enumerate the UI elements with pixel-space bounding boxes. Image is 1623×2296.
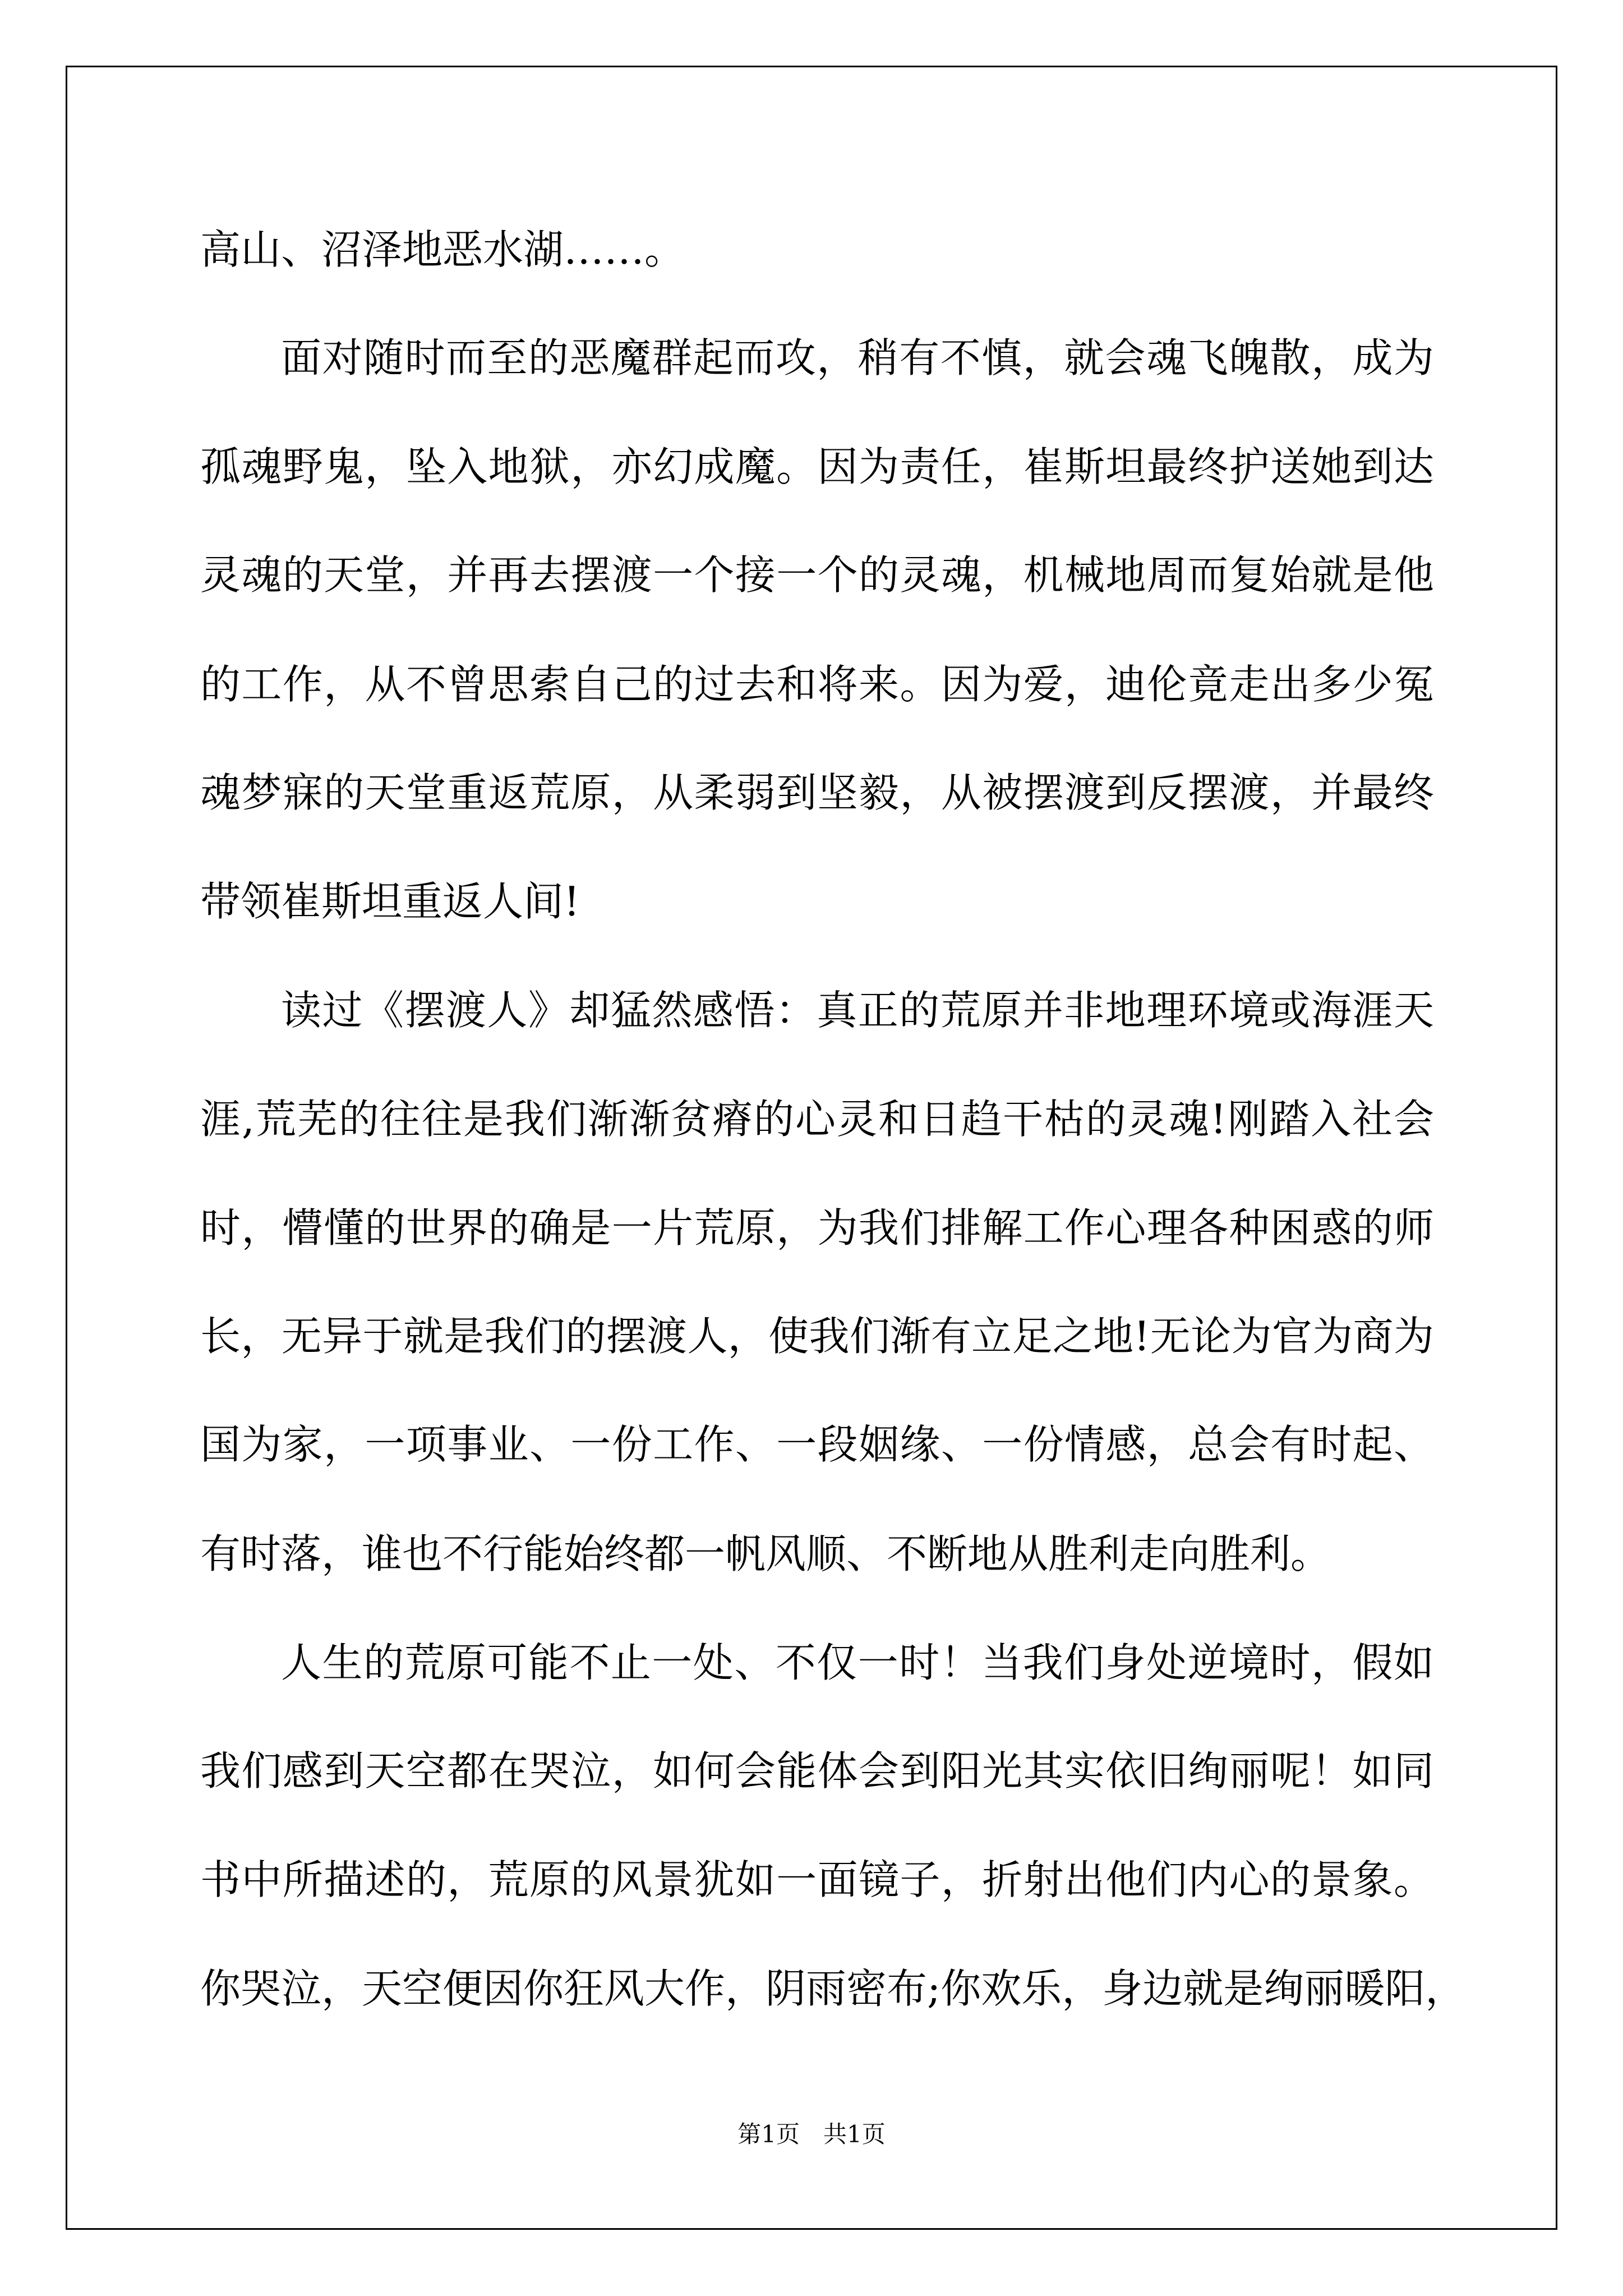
paragraph-start-line: 面对随时而至的恶魔群起而攻，稍有不慎，就会魂飞魄散，成为 [281,334,1434,381]
text-line: 我们感到天空都在哭泣，如何会能体会到阳光其实依旧绚丽呢！如同 [200,1747,1434,1795]
text-line: 时，懵懂的世界的确是一片荒原，为我们排解工作心理各种困惑的师 [200,1204,1434,1251]
paragraph-start-line: 读过《摆渡人》却猛然感悟：真正的荒原并非地理环境或海涯天 [281,987,1434,1034]
text-line: 涯,荒芜的往往是我们渐渐贫瘠的心灵和日趋干枯的灵魂!刚踏入社会 [200,1096,1434,1143]
text-line: 孤魂野鬼，坠入地狱，亦幻成魔。因为责任，崔斯坦最终护送她到达 [200,443,1434,490]
text-line: 有时落，谁也不行能始终都一帆风顺、不断地从胜利走向胜利。 [200,1530,1331,1577]
text-line: 的工作，从不曾思索自己的过去和将来。因为爱，迪伦竟走出多少冤 [200,661,1434,708]
text-line: 书中所描述的，荒原的风景犹如一面镜子，折射出他们内心的景象。 [200,1856,1434,1903]
text-line: 灵魂的天堂，并再去摆渡一个接一个的灵魂，机械地周而复始就是他 [200,551,1434,599]
text-line: 高山、沼泽地恶水湖……。 [200,226,685,273]
text-line: 魂梦寐的天堂重返荒原，从柔弱到坚毅，从被摆渡到反摆渡，并最终 [200,769,1434,816]
text-line: 你哭泣，天空便因你狂风大作，阴雨密布;你欢乐，身边就是绚丽暖阳， [200,1965,1466,2012]
page-number-footer: 第1页 共1页 [737,2120,886,2148]
text-line: 带领崔斯坦重返人间! [200,878,580,925]
paragraph-start-line: 人生的荒原可能不止一处、不仅一时！当我们身处逆境时，假如 [281,1639,1434,1686]
text-line: 长，无异于就是我们的摆渡人，使我们渐有立足之地!无论为官为商为 [200,1313,1434,1360]
text-line: 国为家，一项事业、一份工作、一段姻缘、一份情感，总会有时起、 [200,1421,1434,1468]
